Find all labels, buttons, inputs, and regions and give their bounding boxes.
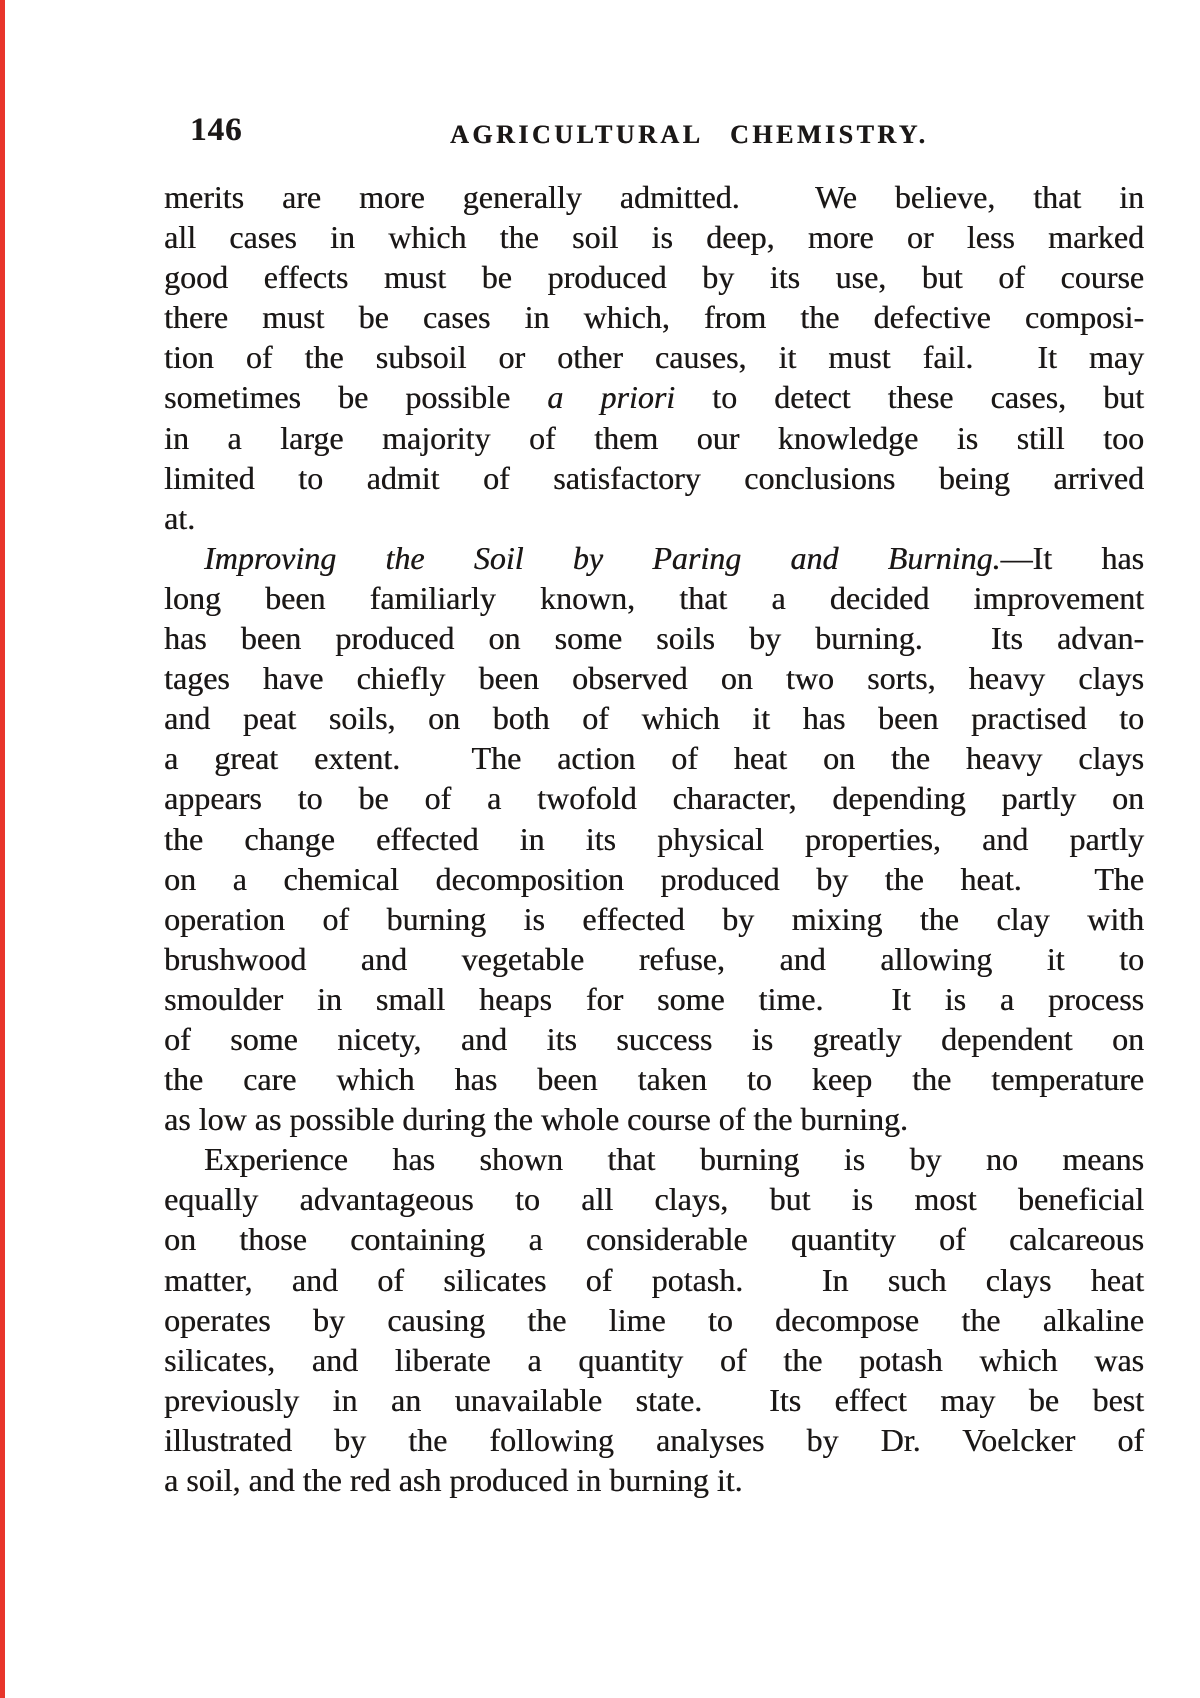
text-line: all cases in which the soil is deep, more or less marked [164, 219, 1144, 256]
text-line: at. [164, 499, 196, 536]
text-line: in a large majority of them our knowledge is still too [164, 419, 1144, 456]
text-line: the care which has been taken to keep the temperature [164, 1061, 1144, 1098]
text-line: smoulder in small heaps for some time. It is a process [164, 980, 1144, 1017]
page-number: 146 [190, 112, 243, 148]
text-line: as low as possible during the whole course of the burning. [164, 1101, 908, 1138]
text-line: brushwood and vegetable refuse, and allowing it to [164, 940, 1144, 977]
text-line: and peat soils, on both of which it has been practised to [164, 700, 1144, 737]
text-line: tages have chiefly been observed on two sorts, heavy clays [164, 660, 1144, 697]
text-line: operates by causing the lime to decompose the alkaline [164, 1301, 1144, 1338]
text-line: tion of the subsoil or other causes, it must fail. It may [164, 339, 1144, 376]
text-line: Improving the Soil by Paring and Burning.—It has [204, 539, 1145, 576]
text-line: equally advantageous to all clays, but is most beneficial [164, 1181, 1144, 1218]
text-line: a soil, and the red ash produced in burning it. [164, 1462, 743, 1498]
text-line: a great extent. The action of heat on the heavy clays [164, 740, 1144, 777]
running-header: AGRICULTURAL CHEMISTRY. [450, 120, 929, 149]
text-line: of some nicety, and its success is greatly dependent on [164, 1020, 1144, 1057]
scan-edge-line [0, 0, 5, 1698]
text-line: on those containing a considerable quantity of calcareous [164, 1221, 1144, 1258]
text-line: long been familiarly known, that a decided improvement [164, 579, 1144, 616]
text-line: limited to admit of satisfactory conclusions being arrived [164, 459, 1144, 496]
text-line: illustrated by the following analyses by Dr. Voelcker of [164, 1421, 1144, 1458]
page-body-text [164, 177, 1144, 1500]
text-line: previously in an unavailable state. Its effect may be best [164, 1381, 1144, 1418]
text-line: on a chemical decomposition produced by the heat. The [164, 860, 1144, 897]
text-line: Experience has shown that burning is by no means [204, 1141, 1144, 1178]
text-line: merits are more generally admitted. We believe, that in [164, 179, 1144, 215]
text-line: there must be cases in which, from the defective composi- [164, 299, 1144, 336]
text-line: operation of burning is effected by mixing the clay with [164, 900, 1144, 937]
text-line: silicates, and liberate a quantity of the potash which was [164, 1341, 1144, 1378]
text-line: the change effected in its physical properties, and partly [164, 820, 1144, 857]
text-line: appears to be of a twofold character, depending partly on [164, 780, 1144, 817]
text-line: sometimes be possible a priori to detect these cases, but [164, 379, 1145, 416]
text-line: has been produced on some soils by burning. Its advan- [164, 620, 1144, 657]
text-line: matter, and of silicates of potash. In such clays heat [164, 1261, 1144, 1298]
text-line: good effects must be produced by its use, but of course [164, 259, 1144, 296]
